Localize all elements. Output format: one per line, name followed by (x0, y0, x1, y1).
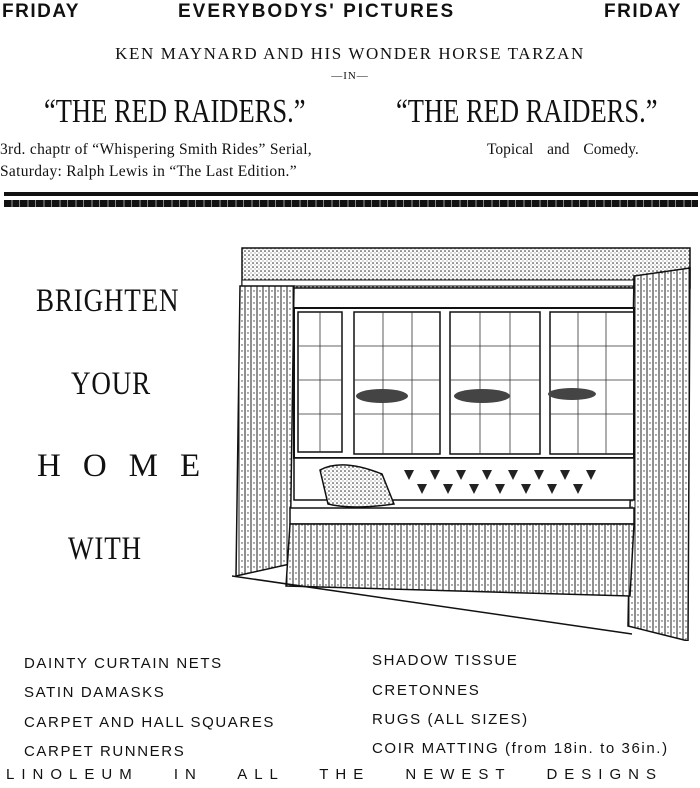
linoleum-banner: LINOLEUM IN ALL THE NEWEST DESIGNS (6, 766, 663, 783)
extras-line: Topical and Comedy. (487, 141, 639, 158)
product-item: SHADOW TISSUE (372, 652, 519, 669)
film-headline: KEN MAYNARD AND HIS WONDER HORSE TARZAN (115, 44, 585, 63)
cinema-name: EVERYBODYS' PICTURES (178, 1, 456, 22)
product-item: SATIN DAMASKS (24, 684, 166, 701)
divider-rule (4, 192, 698, 196)
window-seat-illustration (232, 246, 692, 641)
feature-title-right: “THE RED RAIDERS.” (396, 93, 658, 130)
product-item: COIR MATTING (from 18in. to 36in.) (372, 740, 669, 757)
divider-rule-decorative (4, 200, 698, 207)
day-label-right: FRIDAY (604, 1, 682, 22)
day-label-left: FRIDAY (2, 1, 80, 22)
slogan-line-4: WITH (68, 531, 142, 567)
product-item: CARPET AND HALL SQUARES (24, 714, 276, 731)
product-item: CARPET RUNNERS (24, 743, 186, 760)
feature-title-left: “THE RED RAIDERS.” (44, 93, 306, 130)
slogan-line-2: YOUR (71, 366, 151, 402)
in-separator: —IN— (331, 70, 369, 82)
product-item: RUGS (ALL SIZES) (372, 711, 529, 728)
product-item: DAINTY CURTAIN NETS (24, 655, 223, 672)
slogan-line-1: BRIGHTEN (36, 283, 180, 319)
product-item: CRETONNES (372, 682, 481, 699)
slogan-line-3: HOME (37, 448, 223, 484)
serial-line: 3rd. chaptr of “Whispering Smith Rides” Serial, (0, 141, 312, 158)
saturday-line: Saturday: Ralph Lewis in “The Last Edition.” (0, 163, 297, 180)
